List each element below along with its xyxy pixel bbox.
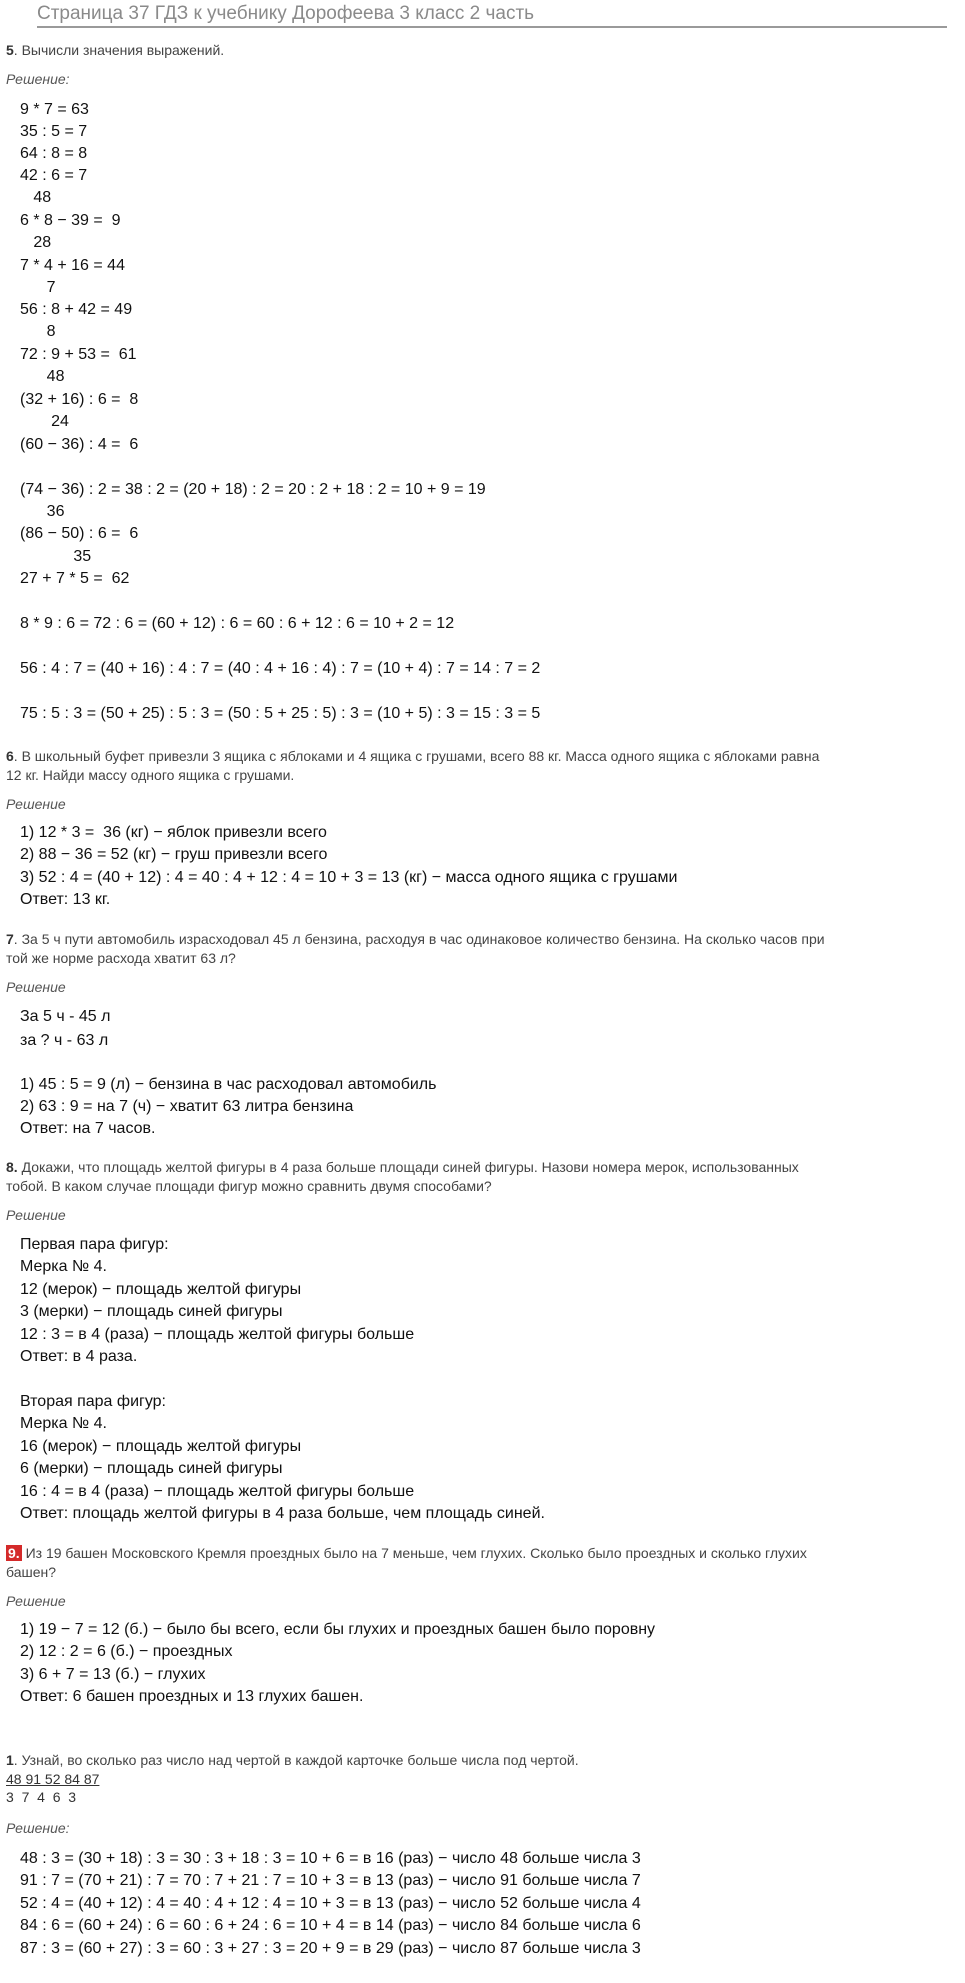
page-title: Страница 37 ГДЗ к учебнику Дорофеева 3 класс 2 часть bbox=[37, 2, 947, 28]
math-line: 48 : 3 = (30 + 18) : 3 = 30 : 3 + 18 : 3 = 10 + 6 = в 16 (раз) − число 48 больше числа 3 bbox=[20, 1850, 641, 1867]
math-line: (74 − 36) : 2 = 38 : 2 = (20 + 18) : 2 = 20 : 2 + 18 : 2 = 10 + 9 = 19 bbox=[20, 481, 486, 498]
math-line: За 5 ч - 45 л bbox=[20, 1008, 111, 1025]
math-line: 8 bbox=[20, 323, 56, 340]
math-line: 35 : 5 = 7 bbox=[20, 123, 88, 140]
solution-label: Решение bbox=[6, 979, 66, 995]
task-number: 6 bbox=[6, 748, 14, 764]
math-line: 72 : 9 + 53 = 61 bbox=[20, 346, 137, 363]
task-text: Докажи, что площадь желтой фигуры в 4 раза больше площади синей фигуры. Назови номера мерок, использованных bbox=[17, 1159, 799, 1175]
math-line: Ответ: на 7 часов. bbox=[20, 1120, 156, 1137]
math-line: за ? ч - 63 л bbox=[20, 1032, 109, 1049]
math-line: 9 * 7 = 63 bbox=[20, 101, 89, 118]
math-line: 7 bbox=[20, 279, 56, 296]
task-6-heading bbox=[6, 746, 819, 766]
math-line: 3) 6 + 7 = 13 (б.) − глухих bbox=[20, 1666, 206, 1683]
math-line: Мерка № 4. bbox=[20, 1415, 107, 1432]
math-line: 8 * 9 : 6 = 72 : 6 = (60 + 12) : 6 = 60 : 6 + 12 : 6 = 10 + 2 = 12 bbox=[20, 615, 455, 632]
math-line: 35 bbox=[20, 548, 92, 565]
math-line: 6 * 8 − 39 = 9 bbox=[20, 212, 121, 229]
task-8-heading bbox=[6, 1157, 799, 1177]
math-line: 75 : 5 : 3 = (50 + 25) : 5 : 3 = (50 : 5 + 25 : 5) : 3 = (10 + 5) : 3 = 15 : 3 = 5 bbox=[20, 705, 541, 722]
task-text: тобой. В каком случае площади фигур можно сравнить двумя способами? bbox=[6, 1178, 492, 1194]
solution-label: Решение bbox=[6, 1207, 66, 1223]
task-text: . За 5 ч пути автомобиль израсходовал 45 л бензина, расходуя в час одинаковое количество бензина. На сколько часов при bbox=[13, 931, 825, 947]
task-number: 1 bbox=[6, 1752, 14, 1768]
math-line: Вторая пара фигур: bbox=[20, 1393, 166, 1410]
task-number: 8. bbox=[6, 1159, 18, 1175]
task-text: . Узнай, во сколько раз число над чертой в каждой карточке больше числа под чертой. bbox=[13, 1752, 579, 1768]
math-line: 64 : 8 = 8 bbox=[20, 145, 88, 162]
math-line: 3) 52 : 4 = (40 + 12) : 4 = 40 : 4 + 12 : 4 = 10 + 3 = 13 (кг) − масса одного ящика с грушами bbox=[20, 869, 678, 886]
math-line: 42 : 6 = 7 bbox=[20, 167, 88, 184]
math-line: 52 : 4 = (40 + 12) : 4 = 40 : 4 + 12 : 4 = 10 + 3 = в 13 (раз) − число 52 больше числа 4 bbox=[20, 1895, 641, 1912]
task-text: башен? bbox=[6, 1564, 57, 1580]
cards-bottom-numbers: 3 7 4 6 3 bbox=[6, 1789, 77, 1805]
solution-label: Решение: bbox=[6, 1820, 70, 1836]
task-number: 7 bbox=[6, 931, 14, 947]
math-line: 3 (мерки) − площадь синей фигуры bbox=[20, 1303, 283, 1320]
task-number-highlight: 9. bbox=[8, 1545, 20, 1561]
task-text: . Вычисли значения выражений. bbox=[13, 42, 225, 58]
math-line: 56 : 4 : 7 = (40 + 16) : 4 : 7 = (40 : 4 + 16 : 4) : 7 = (10 + 4) : 7 = 14 : 7 = 2 bbox=[20, 660, 541, 677]
math-line: 2) 63 : 9 = на 7 (ч) − хватит 63 литра бензина bbox=[20, 1098, 354, 1115]
math-line: 91 : 7 = (70 + 21) : 7 = 70 : 7 + 21 : 7 = 10 + 3 = в 13 (раз) − число 91 больше числа 7 bbox=[20, 1872, 641, 1889]
math-line: 48 bbox=[20, 368, 65, 385]
task-text: . В школьный буфет привезли 3 ящика с яблоками и 4 ящика с грушами, всего 88 кг. Масса одного ящика с яблоками равна bbox=[13, 748, 820, 764]
task-text: Из 19 башен Московского Кремля проездных было на 7 меньше, чем глухих. Сколько было проездных и сколько глухих bbox=[21, 1545, 807, 1561]
math-line: 24 bbox=[20, 413, 69, 430]
task-number: 5 bbox=[6, 42, 14, 58]
math-line: 2) 12 : 2 = 6 (б.) − проездных bbox=[20, 1643, 233, 1660]
solution-label: Решение bbox=[6, 1593, 66, 1609]
math-line: 28 bbox=[20, 234, 52, 251]
math-line: 16 : 4 = в 4 (раза) − площадь желтой фигуры больше bbox=[20, 1483, 415, 1500]
math-line: Ответ: 13 кг. bbox=[20, 891, 111, 908]
task-9-heading bbox=[6, 1543, 807, 1563]
math-line: 16 (мерок) − площадь желтой фигуры bbox=[20, 1438, 302, 1455]
math-line: (32 + 16) : 6 = 8 bbox=[20, 391, 139, 408]
math-line: 48 bbox=[20, 189, 52, 206]
math-line: 1) 12 * 3 = 36 (кг) − яблок привезли всего bbox=[20, 824, 327, 841]
math-line: 2) 88 − 36 = 52 (кг) − груш привезли всего bbox=[20, 846, 328, 863]
math-line: 6 (мерки) − площадь синей фигуры bbox=[20, 1460, 283, 1477]
task-7-heading bbox=[6, 929, 825, 949]
cards-top-numbers: 48 91 52 84 87 bbox=[6, 1771, 100, 1787]
task-1-heading bbox=[6, 1750, 579, 1770]
math-line: Мерка № 4. bbox=[20, 1258, 107, 1275]
math-line: 84 : 6 = (60 + 24) : 6 = 60 : 6 + 24 : 6 = 10 + 4 = в 14 (раз) − число 84 больше числа 6 bbox=[20, 1917, 641, 1934]
math-line: 56 : 8 + 42 = 49 bbox=[20, 301, 133, 318]
math-line: 7 * 4 + 16 = 44 bbox=[20, 257, 125, 274]
task-text: 12 кг. Найди массу одного ящика с грушами. bbox=[6, 767, 295, 783]
math-line: 1) 45 : 5 = 9 (л) − бензина в час расходовал автомобиль bbox=[20, 1076, 437, 1093]
math-line: (86 − 50) : 6 = 6 bbox=[20, 525, 139, 542]
math-line: Ответ: 6 башен проездных и 13 глухих башен. bbox=[20, 1688, 364, 1705]
math-line: 27 + 7 * 5 = 62 bbox=[20, 570, 130, 587]
math-line: Первая пара фигур: bbox=[20, 1236, 169, 1253]
math-line: 12 : 3 = в 4 (раза) − площадь желтой фигуры больше bbox=[20, 1326, 415, 1343]
math-line: 87 : 3 = (60 + 27) : 3 = 60 : 3 + 27 : 3 = 20 + 9 = в 29 (раз) − число 87 больше числа 3 bbox=[20, 1940, 641, 1957]
math-line: Ответ: в 4 раза. bbox=[20, 1348, 138, 1365]
solution-label: Решение bbox=[6, 796, 66, 812]
task-text: той же норме расхода хватит 63 л? bbox=[6, 950, 236, 966]
math-line: (60 − 36) : 4 = 6 bbox=[20, 436, 139, 453]
math-line: 1) 19 − 7 = 12 (б.) − было бы всего, если бы глухих и проездных башен было поровну bbox=[20, 1621, 656, 1638]
math-line: 12 (мерок) − площадь желтой фигуры bbox=[20, 1281, 302, 1298]
task-5-heading bbox=[6, 40, 224, 60]
math-line: Ответ: площадь желтой фигуры в 4 раза больше, чем площадь синей. bbox=[20, 1505, 545, 1522]
math-line: 36 bbox=[20, 503, 65, 520]
solution-label: Решение: bbox=[6, 71, 70, 87]
